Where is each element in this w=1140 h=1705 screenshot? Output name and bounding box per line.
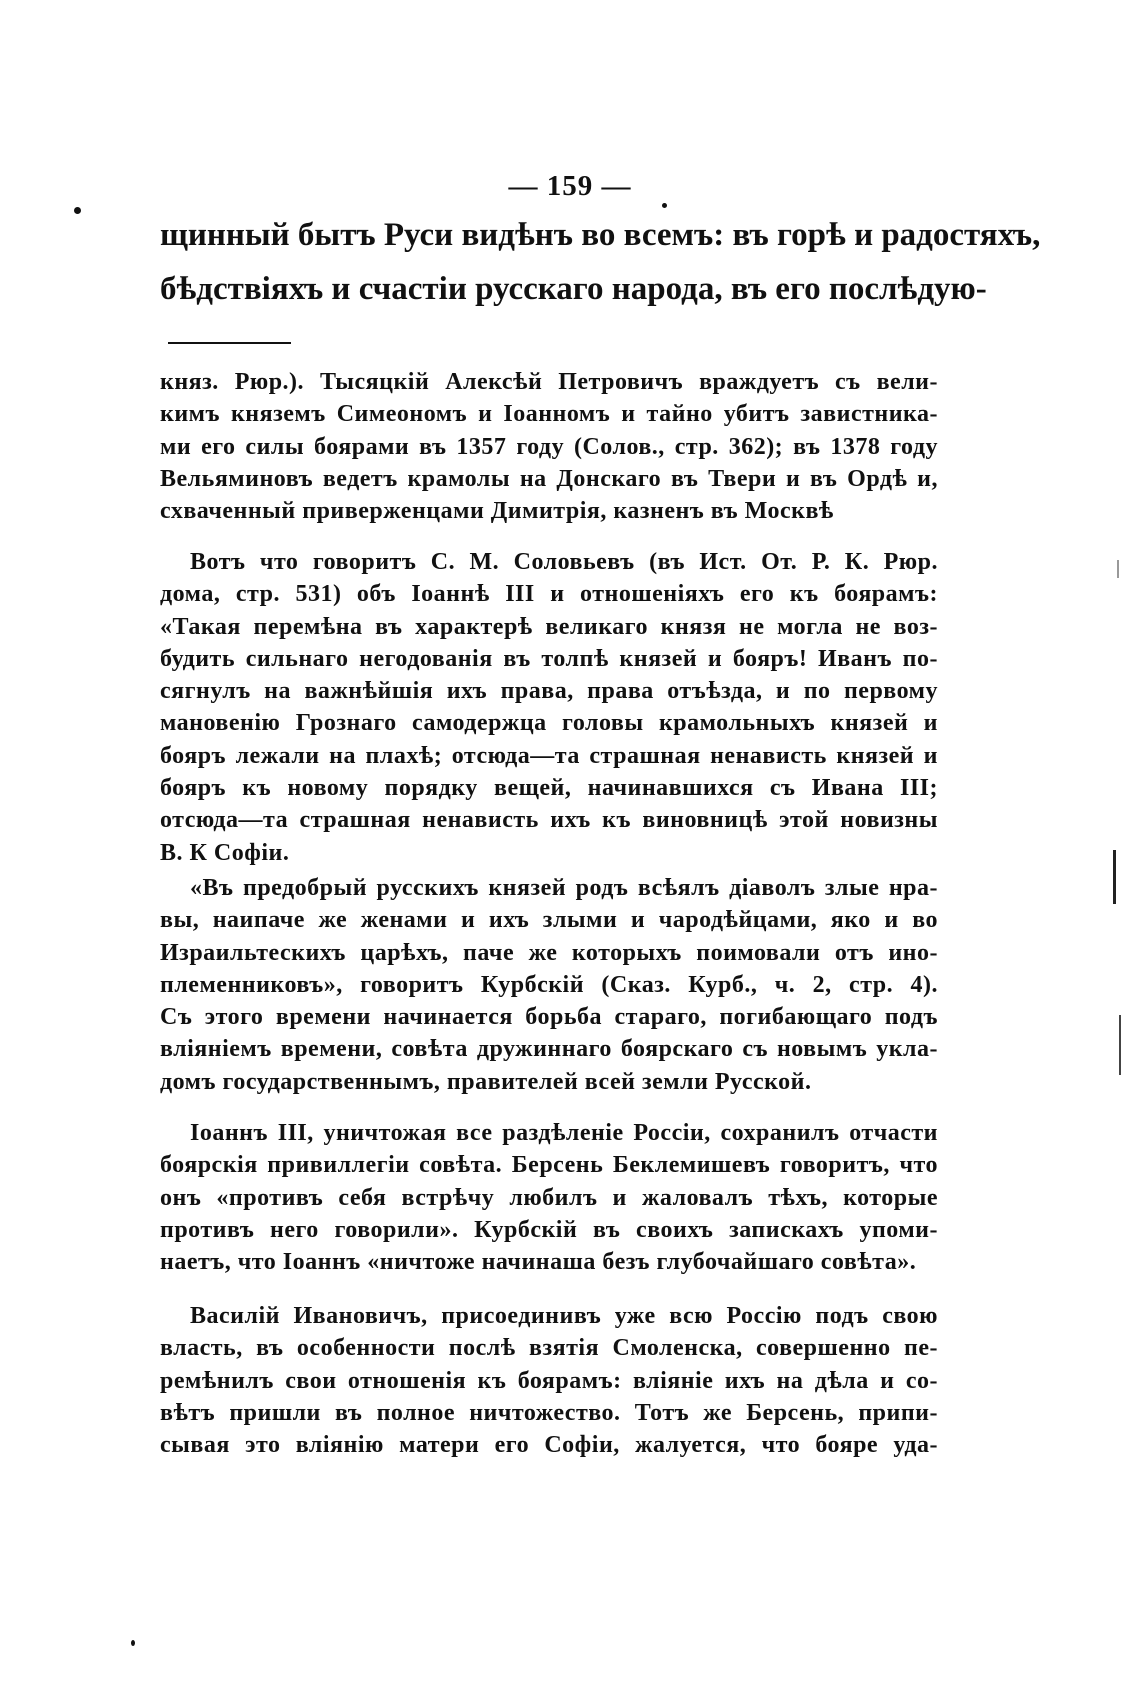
- ink-speck: [131, 1640, 135, 1646]
- footnote-line: противъ него говорили». Курбскій въ своихъ запискахъ упоми-: [160, 1216, 938, 1243]
- footnote-line: Вельяминовъ ведетъ крамолы на Донскаго въ Твери и въ Ордѣ и,: [160, 465, 938, 492]
- footnote-line: мановенію Грознаго самодержца головы крамольныхъ князей и: [160, 710, 938, 737]
- footnote-paragraph: [160, 1117, 938, 1278]
- footnote-line: вы, наипаче же женами и ихъ злыми и чародѣйцами, яко и во: [160, 907, 938, 934]
- footnote-line: Вотъ что говоритъ С. М. Соловьевъ (въ Ист. От. Р. К. Рюр.: [190, 549, 938, 575]
- footnote-line: наетъ, что Іоаннъ «ничтоже начинаша безъ глубочайшаго совѣта».: [160, 1249, 917, 1276]
- footnote-line: ми его силы боярами въ 1357 году (Солов., стр. 362); въ 1378 году: [160, 433, 938, 460]
- footnote-line: ремѣнилъ свои отношенія къ боярамъ: вліяніе ихъ на дѣла и со-: [160, 1367, 938, 1394]
- ink-speck: [74, 207, 81, 214]
- footnote-line: сывая это вліянію матери его Софіи, жалуется, что бояре уда-: [160, 1432, 938, 1459]
- footnote-line: княз. Рюр.). Тысяцкій Алексѣй Петровичъ враждуетъ съ вели-: [160, 369, 938, 395]
- main-text-line: бѣдствіяхъ и счастіи русскаго народа, въ его послѣдую-: [160, 271, 987, 307]
- footnote-line: сягнулъ на важнѣйшія ихъ права, права отъѣзда, и по первому: [160, 678, 938, 705]
- footnote-line: власть, въ особенности послѣ взятія Смоленска, совершенно пе-: [160, 1335, 938, 1362]
- footnote-line: «Такая перемѣна въ характерѣ великаго князя не могла не воз-: [160, 613, 938, 640]
- footnote-paragraph: [160, 546, 938, 869]
- footnote-line: Іоаннъ III, уничтожая все раздѣленіе Россіи, сохранилъ отчасти: [190, 1120, 938, 1146]
- footnote-line: домъ государственнымъ, правителей всей земли Русской.: [160, 1068, 812, 1095]
- footnote-line: В. К Софіи.: [160, 839, 290, 866]
- scan-edge-mark: [1113, 850, 1116, 904]
- footnote-line: схваченный приверженцами Димитрія, казненъ въ Москвѣ: [160, 498, 834, 525]
- scan-edge-mark: [1117, 560, 1119, 578]
- main-text-line: щинный бытъ Руси видѣнъ во всемъ: въ горѣ и радостяхъ,: [160, 217, 1041, 253]
- footnote-line: дома, стр. 531) объ Іоаннѣ III и отношеніяхъ его къ боярамъ:: [160, 581, 938, 608]
- footnote-line: Василій Ивановичъ, присоединивъ уже всю Россію подъ свою: [190, 1303, 938, 1329]
- footnote-line: племенниковъ», говоритъ Курбскій (Сказ. Курб., ч. 2, стр. 4).: [160, 971, 938, 998]
- footnote-paragraph: [160, 366, 938, 527]
- footnote-paragraph: [160, 872, 938, 1098]
- main-text: [160, 208, 1041, 316]
- footnote-separator: [168, 342, 291, 344]
- footnote-line: кимъ княземъ Симеономъ и Іоанномъ и тайно убитъ завистника-: [160, 401, 938, 428]
- footnote-line: боярскія привиллегіи совѣта. Берсень Беклемишевъ говоритъ, что: [160, 1152, 938, 1179]
- scan-edge-mark: [1119, 1015, 1121, 1075]
- footnote-line: Израильтескихъ царѣхъ, паче же которыхъ поимовали отъ ино-: [160, 939, 938, 966]
- footnote-line: онъ «противъ себя встрѣчу любилъ и жаловалъ тѣхъ, которые: [160, 1184, 938, 1211]
- page-number: — 159 —: [508, 170, 632, 202]
- footnote-line: вѣтъ пришли въ полное ничтожество. Тотъ же Берсень, припи-: [160, 1399, 938, 1426]
- footnote-paragraph: [160, 1300, 938, 1461]
- footnote-line: бояръ къ новому порядку вещей, начинавшихся съ Ивана III;: [160, 775, 938, 802]
- footnote-line: вліяніемъ времени, совѣта дружиннаго боярскаго съ новымъ укла-: [160, 1036, 938, 1063]
- footnote-line: будить сильнаго негодованія въ толпѣ князей и бояръ! Иванъ по-: [160, 645, 938, 672]
- footnote-line: бояръ лежали на плахѣ; отсюда—та страшная ненависть князей и: [160, 742, 938, 769]
- footnote-line: Съ этого времени начинается борьба стараго, погибающаго подъ: [160, 1004, 938, 1031]
- footnote-line: «Въ предобрый русскихъ князей родъ всѣялъ діаволъ злые нра-: [190, 875, 938, 901]
- footnote-line: отсюда—та страшная ненависть ихъ къ виновницѣ этой новизны: [160, 807, 938, 834]
